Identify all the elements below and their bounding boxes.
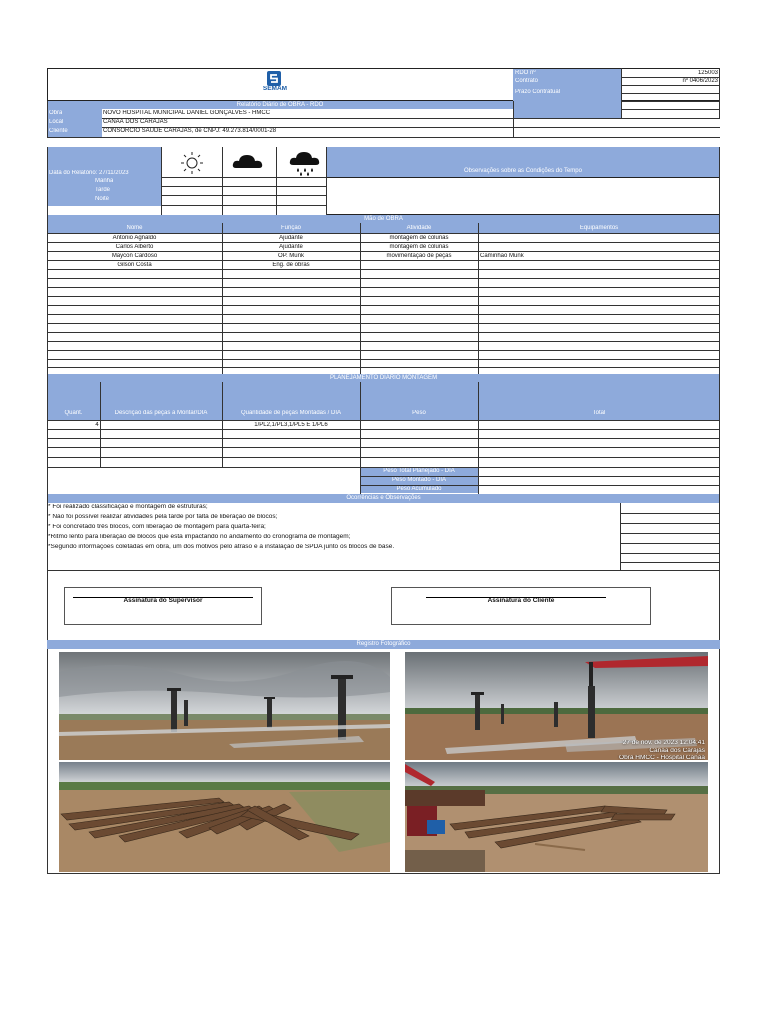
- contract-label: Contrato: [515, 78, 539, 84]
- info-label-cliente: Cliente: [49, 128, 68, 134]
- labor-header-equipment: Equipamentos: [579, 225, 619, 231]
- period-morning: Manhã: [95, 178, 114, 184]
- planning-header-row: [47, 382, 720, 420]
- planning-header-total: Total: [592, 410, 606, 416]
- occurrence-line: *Ritmo lento para liberação de blocos que esta impactando no andamento do cronograma de montagem;: [48, 534, 351, 540]
- labor-cell-function: OP. Munk: [278, 253, 304, 259]
- rain-cloud-icon: [287, 149, 323, 179]
- period-night: Noite: [95, 196, 110, 202]
- labor-title: Mão de OBRA: [364, 216, 403, 222]
- deadline-label-cell: [513, 85, 621, 118]
- labor-cell-activity: montagem de colunas: [389, 244, 449, 250]
- photo-stamp-city: Canaã dos Carajás: [649, 748, 705, 754]
- report-date: Data do Relatório: 27/11/2023: [49, 170, 129, 176]
- site-photo-columns-1: [59, 652, 390, 760]
- site-photo-beams-2: [405, 762, 708, 872]
- labor-cell-equipment: Caminhão Munk: [480, 253, 524, 259]
- report-date-cell: [47, 147, 161, 206]
- company-logo: [252, 70, 298, 96]
- occurrence-line: *Segundo informações coletadas em obra, um dos motivos pelo atraso e a instalação de SPDA junto os blocos de base.: [48, 544, 395, 550]
- labor-header-function: Função: [280, 225, 301, 231]
- planning-header-description: Descrição das peças a Montar/DIA: [114, 410, 208, 416]
- weather-observations-header-cell: [326, 147, 720, 177]
- info-label-local: Local: [49, 119, 64, 125]
- occurrences-text: [48, 504, 618, 559]
- labor-cell-name: Antonio Agnaldo: [112, 235, 157, 241]
- photo-stamp-date: 27 de nov. de 2023 12:04:41: [622, 740, 705, 746]
- planning-header-mounted: Quantidade de peças Montadas / DIA: [240, 410, 342, 416]
- planning-cell-mounted: 1/PL2,1/PL3,1/PL5 E 1/PL6: [254, 422, 328, 428]
- occurrences-title-bar: [47, 494, 720, 503]
- photo-stamp-site: Obra HMCC - Hospital Canaã: [619, 755, 705, 760]
- photos-title: Registro Fotográfico: [356, 641, 411, 647]
- rdo-label: RDO nº: [515, 70, 536, 76]
- weather-observations-header: Observações sobre as Condições do Tempo: [464, 168, 582, 174]
- deadline-label: Prazo Contratual: [515, 89, 561, 95]
- contract-label-cell: [513, 77, 621, 85]
- cloud-icon: [230, 150, 266, 174]
- labor-cell-function: Eng. de obras: [272, 262, 310, 268]
- labor-cell-function: Ajudante: [279, 244, 303, 250]
- planning-title-bar: [47, 374, 720, 382]
- info-value-local: CANAÃ DOS CARAJÁS: [103, 119, 168, 125]
- photos-title-bar: [47, 640, 720, 649]
- labor-cell-name: Maycon Cardoso: [111, 253, 158, 259]
- labor-rows: [47, 234, 720, 274]
- weather-observations-box: [326, 177, 720, 215]
- labor-cell-activity: movimentação de peças: [386, 253, 452, 259]
- occurrence-line: * Foi concretado três blocos, com liberação de montagem para quarta-feira;: [48, 524, 266, 530]
- sun-icon: [175, 150, 209, 178]
- client-signature-box[interactable]: [391, 587, 651, 625]
- occurrence-line: * Não foi possível realizar atividades pela tarde por falta de liberação de blocos;: [48, 514, 278, 520]
- labor-cell-activity: montagem de colunas: [389, 235, 449, 241]
- rdo-label-cell: [513, 69, 621, 77]
- company-name: SEMAM: [262, 86, 288, 92]
- info-value-cliente: CONSÓRCIO SAÚDE CARAJÁS, de CNPJ: 49.273.814/0001-28: [103, 128, 277, 134]
- labor-header-activity: Atividade: [406, 225, 432, 231]
- labor-cell-name: Gilson Costa: [117, 262, 152, 268]
- supervisor-signature-label: Assinatura do Supervisor: [123, 598, 203, 604]
- labor-cell-name: Carlos Alberto: [115, 244, 154, 250]
- supervisor-signature-box[interactable]: [64, 587, 262, 625]
- rdo-value: 125003: [697, 70, 718, 76]
- site-photo-beams-1: [59, 762, 390, 872]
- total-planned-weight: Peso Total Planejado - DIA: [383, 468, 455, 474]
- info-value-obra: NOVO HOSPITAL MUNICIPAL DANIEL GONÇALVES - HMCC: [103, 110, 271, 116]
- period-afternoon: Tarde: [95, 187, 111, 193]
- planning-totals-cell: [360, 467, 478, 493]
- site-photo-crane: [405, 652, 708, 760]
- planning-header-weight: Peso: [412, 410, 426, 416]
- client-signature-label: Assinatura do Cliente: [487, 598, 555, 604]
- planning-cell-quant: 4: [95, 422, 99, 428]
- occurrence-line: * Foi realizado classificação e montagem de estruturas;: [48, 504, 208, 510]
- planning-header-quant: Quant.: [64, 410, 83, 416]
- occurrences-title: Ocorrências e Observações: [346, 495, 421, 501]
- total-mounted-weight: Peso Montado - DIA: [391, 477, 447, 483]
- labor-header-name: Nome: [126, 225, 143, 231]
- info-label-obra: Obra: [49, 110, 63, 116]
- planning-title: PLANEJAMENTO DIÁRIO MONTAGEM: [329, 375, 438, 381]
- labor-header-row: [47, 223, 720, 233]
- report-title: Relatório Diário de OBRA - RDO: [236, 102, 324, 108]
- labor-cell-function: Ajudante: [279, 235, 303, 241]
- report-title-bar: [47, 101, 513, 109]
- labor-title-bar: [47, 215, 720, 223]
- total-accumulated-weight: Peso Acumulado: [396, 486, 442, 492]
- contract-value: nº 0406/2023: [682, 78, 718, 84]
